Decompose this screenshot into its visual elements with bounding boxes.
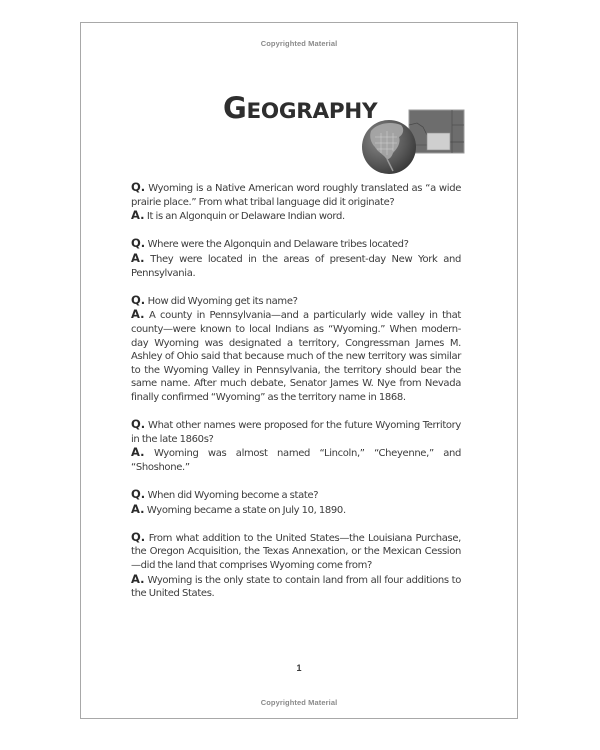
answer-text: They were located in the areas of present-day New York and Pennsylvania. [131, 253, 461, 279]
answer-text: Wyoming was almost named “Lincoln,” “Cheyenne,” and “Shoshone.” [131, 448, 461, 473]
qa-item [131, 531, 461, 601]
question-text: Where were the Algonquin and Delaware tribes located? [147, 239, 409, 251]
copyright-watermark-top: Copyrighted Material [260, 39, 338, 48]
answer [131, 573, 461, 601]
question-text: When did Wyoming become a state? [147, 490, 319, 502]
question-text: Wyoming is a Native American word roughly translated as “a wide prairie place.” From what tribal language did it originate? [131, 183, 461, 208]
qa-item [131, 418, 461, 474]
chapter-title-initial: G [223, 91, 247, 125]
state-map-icon [409, 110, 464, 153]
q-marker: Q. [131, 180, 146, 194]
question [131, 531, 461, 573]
answer [131, 308, 461, 404]
answer-text: It is an Algonquin or Delaware Indian word. [146, 211, 345, 223]
page-number: 1 [296, 663, 302, 673]
answer-text: A county in Pennsylvania—and a particularly wide valley in that county—were known to local Indians as “Wyoming.” When modern-day Wyoming was designated a territory, Congressman James M. Ashley of Ohio said that because much of the new territory was similar to the Wyoming Valley in Pennsylvania, the territory should bear the same name. After much debate, Senator James W. Nye from Nevada finally confirmed “Wyoming” as the territory name in 1868. [131, 310, 461, 403]
q-marker: Q. [131, 487, 146, 502]
a-marker: A. [131, 208, 145, 223]
question [131, 181, 461, 209]
q-marker: Q. [131, 292, 146, 307]
a-marker: A. [131, 307, 145, 322]
book-page [80, 22, 518, 719]
answer-text: Wyoming became a state on July 10, 1890. [146, 504, 346, 516]
qa-item [131, 488, 461, 517]
question-text: How did Wyoming get its name? [147, 295, 298, 307]
wyoming-highlight [427, 133, 450, 150]
q-marker: Q. [131, 417, 146, 432]
qa-item [131, 237, 461, 280]
copyright-watermark-bottom: Copyrighted Material [260, 698, 338, 707]
chapter-title [223, 91, 377, 125]
answer [131, 503, 461, 518]
chapter-title-rest: EOGRAPHY [246, 99, 378, 124]
qa-item [131, 294, 461, 405]
question-text: What other names were proposed for the future Wyoming Territory in the late 1860s? [131, 420, 461, 445]
q-marker: Q. [131, 529, 146, 544]
answer [131, 252, 461, 280]
a-marker: A. [131, 250, 145, 265]
qa-section [131, 181, 461, 614]
question-text: From what addition to the United States—the Louisiana Purchase, the Oregon Acquisition, the Texas Annexation, or the Mexican Cession—did the land that comprises Wyoming come from? [131, 532, 461, 572]
answer [131, 209, 461, 224]
answer-text: Wyoming is the only state to contain land from all four additions to the United States. [131, 574, 461, 600]
a-marker: A. [131, 501, 145, 516]
a-marker: A. [131, 571, 145, 586]
answer [131, 446, 461, 474]
question [131, 488, 461, 503]
question [131, 294, 461, 309]
globe-icon [362, 120, 416, 174]
question [131, 237, 461, 252]
a-marker: A. [131, 445, 145, 460]
illustration-svg [357, 107, 472, 182]
question [131, 418, 461, 446]
q-marker: Q. [131, 236, 146, 251]
globe-and-wyoming-map-icon [357, 107, 472, 182]
qa-item [131, 181, 461, 224]
